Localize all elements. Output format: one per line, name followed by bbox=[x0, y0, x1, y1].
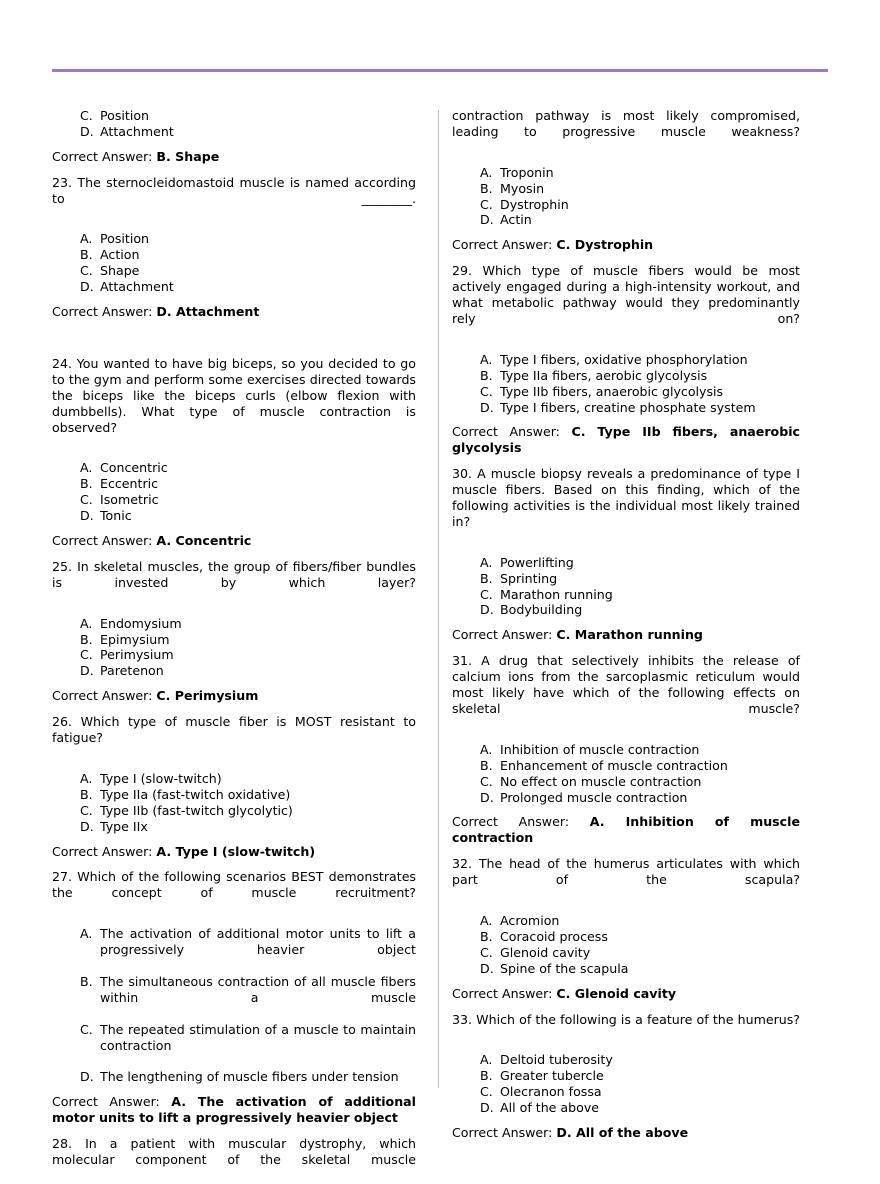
option-letter: C. bbox=[80, 263, 93, 279]
option-text: Enhancement of muscle contraction bbox=[500, 757, 728, 773]
option-letter: A. bbox=[80, 460, 93, 476]
option-letter: B. bbox=[480, 757, 493, 773]
answer-value: C. Marathon running bbox=[556, 627, 703, 643]
option-letter: A. bbox=[480, 554, 493, 570]
option-list-25 bbox=[52, 616, 416, 680]
option-letter: B. bbox=[480, 1068, 493, 1084]
option-list-26 bbox=[52, 771, 416, 835]
correct-answer-line-31 bbox=[452, 814, 800, 846]
option-text: Position bbox=[100, 231, 150, 247]
option-letter: A. bbox=[80, 926, 93, 942]
option-text: Bodybuilding bbox=[500, 602, 583, 618]
section-gap bbox=[52, 330, 416, 356]
list-item[interactable] bbox=[80, 974, 416, 1022]
correct-answer-line bbox=[52, 149, 416, 165]
option-list-23 bbox=[52, 231, 416, 295]
option-text: Coracoid process bbox=[500, 928, 608, 944]
option-text: The repeated stimulation of a muscle to maintain contraction bbox=[100, 1021, 416, 1053]
list-item[interactable] bbox=[480, 1052, 800, 1068]
option-letter: C. bbox=[80, 108, 93, 123]
answer-prefix: Correct Answer: bbox=[52, 843, 157, 859]
question-text-23: 23. The sternocleidomastoid muscle is named according to ________. bbox=[52, 174, 416, 206]
answer-value: A. Inhibition of muscle contraction bbox=[452, 814, 800, 846]
option-text: Tonic bbox=[100, 508, 132, 524]
option-letter: B. bbox=[80, 247, 93, 263]
list-item[interactable] bbox=[80, 647, 416, 663]
answer-value: C. Type IIb fibers, anaerobic glycolysis bbox=[452, 424, 800, 456]
list-item[interactable] bbox=[480, 197, 800, 213]
answer-value: C. Dystrophin bbox=[556, 237, 654, 253]
option-list-31 bbox=[452, 742, 800, 806]
option-text: Type IIa (fast-twitch oxidative) bbox=[100, 786, 291, 802]
list-item[interactable] bbox=[480, 368, 800, 384]
option-letter: A. bbox=[480, 912, 493, 928]
option-text: The lengthening of muscle fibers under tension bbox=[100, 1069, 399, 1085]
option-letter: B. bbox=[480, 180, 493, 196]
answer-value: C. Glenoid cavity bbox=[556, 985, 677, 1001]
list-item[interactable] bbox=[480, 165, 800, 181]
list-item[interactable] bbox=[80, 460, 416, 476]
list-item[interactable] bbox=[80, 1069, 416, 1085]
option-text: Endomysium bbox=[100, 615, 182, 631]
question-text-26: 26. Which type of muscle fiber is MOST resistant to fatigue? bbox=[52, 714, 416, 746]
question-text-24: 24. You wanted to have big biceps, so you decided to go to the gym and perform some exercises directed towards the biceps like the biceps curls (elbow flexion with dumbbells). What type of muscle contraction is observed? bbox=[52, 355, 416, 435]
option-text: The activation of additional motor units to lift a progressively heavier object bbox=[100, 926, 416, 958]
option-letter: B. bbox=[80, 973, 93, 989]
option-text: Olecranon fossa bbox=[500, 1084, 602, 1100]
correct-answer-line-30 bbox=[452, 627, 800, 643]
option-text: Type I fibers, oxidative phosphorylation bbox=[500, 351, 748, 367]
option-letter: C. bbox=[480, 383, 493, 399]
option-letter: A. bbox=[480, 164, 493, 180]
option-letter: C. bbox=[480, 586, 493, 602]
option-text: Position bbox=[100, 108, 150, 123]
option-letter: A. bbox=[480, 1052, 493, 1068]
answer-value: D. All of the above bbox=[556, 1124, 689, 1140]
question-text-33: 33. Which of the following is a feature of the humerus? bbox=[452, 1011, 800, 1027]
question-text-30: 30. A muscle biopsy reveals a predominance of type I muscle fibers. Based on this finding, which of the following activities is the individual most likely trained in? bbox=[452, 466, 800, 529]
option-letter: A. bbox=[80, 615, 93, 631]
option-text: Glenoid cavity bbox=[500, 944, 591, 960]
answer-prefix: Correct Answer: bbox=[452, 424, 572, 440]
option-text: Paretenon bbox=[100, 663, 164, 679]
option-letter: C. bbox=[80, 647, 93, 663]
option-text: Troponin bbox=[500, 164, 554, 180]
list-item[interactable] bbox=[480, 602, 800, 618]
list-item[interactable] bbox=[480, 181, 800, 197]
list-item[interactable] bbox=[480, 758, 800, 774]
option-list-32 bbox=[452, 913, 800, 977]
option-text: Inhibition of muscle contraction bbox=[500, 741, 700, 757]
option-text: Greater tubercle bbox=[500, 1068, 604, 1084]
option-text: Prolonged muscle contraction bbox=[500, 789, 688, 805]
option-letter: C. bbox=[480, 773, 493, 789]
option-text: Eccentric bbox=[100, 476, 159, 492]
option-text: Type IIb (fast-twitch glycolytic) bbox=[100, 802, 293, 818]
header-rule bbox=[52, 69, 828, 72]
list-item[interactable] bbox=[80, 108, 416, 124]
option-text: Type I (slow-twitch) bbox=[100, 770, 222, 786]
option-letter: D. bbox=[480, 789, 494, 805]
list-item[interactable] bbox=[480, 913, 800, 929]
option-letter: D. bbox=[480, 212, 494, 228]
correct-answer-line-23 bbox=[52, 304, 416, 320]
list-item[interactable] bbox=[80, 247, 416, 263]
list-item[interactable] bbox=[80, 663, 416, 679]
list-item[interactable] bbox=[480, 1100, 800, 1116]
answer-prefix: Correct Answer: bbox=[52, 688, 157, 704]
question-text-32: 32. The head of the humerus articulates with which part of the scapula? bbox=[452, 856, 800, 888]
option-list-30 bbox=[452, 555, 800, 619]
option-text: Spine of the scapula bbox=[500, 960, 629, 976]
answer-prefix: Correct Answer: bbox=[52, 304, 157, 320]
answer-prefix: Correct Answer: bbox=[452, 1124, 557, 1140]
list-item[interactable] bbox=[480, 1068, 800, 1084]
option-text: Shape bbox=[100, 263, 140, 279]
option-letter: D. bbox=[80, 818, 94, 834]
option-text: Marathon running bbox=[500, 586, 613, 602]
correct-answer-line-29 bbox=[452, 424, 800, 456]
option-text: Deltoid tuberosity bbox=[500, 1052, 613, 1068]
option-letter: B. bbox=[80, 631, 93, 647]
answer-value: C. Perimysium bbox=[156, 688, 259, 704]
option-letter: C. bbox=[80, 1021, 93, 1037]
list-item[interactable] bbox=[80, 492, 416, 508]
correct-answer-line-27 bbox=[52, 1094, 416, 1126]
option-text: Concentric bbox=[100, 460, 168, 476]
list-item[interactable] bbox=[480, 790, 800, 806]
answer-value: A. Concentric bbox=[156, 533, 252, 549]
answer-prefix: Correct Answer: bbox=[52, 533, 157, 549]
option-text: All of the above bbox=[500, 1100, 600, 1116]
option-text: Action bbox=[100, 247, 140, 263]
option-letter: D. bbox=[480, 399, 494, 415]
answer-value: D. Attachment bbox=[156, 304, 260, 320]
option-letter: D. bbox=[80, 279, 94, 295]
question-text-31: 31. A drug that selectively inhibits the release of calcium ions from the sarcoplasmic reticulum would most likely have which of the following effects on skeletal muscle? bbox=[452, 653, 800, 716]
option-letter: D. bbox=[80, 508, 94, 524]
option-text: Dystrophin bbox=[500, 196, 569, 212]
list-item[interactable] bbox=[80, 616, 416, 632]
answer-prefix: Correct Answer: bbox=[52, 148, 157, 164]
option-letter: B. bbox=[80, 476, 93, 492]
list-item[interactable] bbox=[480, 742, 800, 758]
list-item[interactable] bbox=[480, 929, 800, 945]
option-text: Isometric bbox=[100, 492, 159, 508]
option-text: Attachment bbox=[100, 123, 174, 139]
option-list-29 bbox=[452, 352, 800, 416]
correct-answer-line-25 bbox=[52, 688, 416, 704]
list-item[interactable] bbox=[80, 1022, 416, 1070]
answer-prefix: Correct Answer: bbox=[452, 237, 557, 253]
option-letter: B. bbox=[480, 928, 493, 944]
option-letter: A. bbox=[80, 770, 93, 786]
option-list-27 bbox=[52, 926, 416, 1085]
list-item[interactable] bbox=[80, 819, 416, 835]
two-column-body bbox=[52, 108, 828, 1167]
list-item[interactable] bbox=[480, 1084, 800, 1100]
option-text: Epimysium bbox=[100, 631, 170, 647]
answer-prefix: Correct Answer: bbox=[452, 985, 557, 1001]
answer-prefix: Correct Answer: bbox=[52, 1094, 172, 1110]
right-column bbox=[426, 108, 800, 1140]
option-letter: A. bbox=[480, 351, 493, 367]
correct-answer-line-24 bbox=[52, 533, 416, 549]
option-letter: C. bbox=[480, 196, 493, 212]
answer-value: A. Type I (slow-twitch) bbox=[156, 843, 316, 859]
option-text: Type I fibers, creatine phosphate system bbox=[500, 399, 756, 415]
option-text: Attachment bbox=[100, 279, 174, 295]
option-letter: C. bbox=[480, 944, 493, 960]
answer-prefix: Correct Answer: bbox=[452, 627, 557, 643]
list-item[interactable] bbox=[480, 384, 800, 400]
answer-value: A. The activation of additional motor units to lift a progressively heavier object bbox=[52, 1094, 416, 1126]
option-letter: A. bbox=[80, 231, 93, 247]
list-item[interactable] bbox=[480, 352, 800, 368]
list-item[interactable] bbox=[480, 587, 800, 603]
left-column bbox=[52, 108, 426, 1167]
list-item[interactable] bbox=[480, 945, 800, 961]
option-letter: D. bbox=[80, 1069, 94, 1085]
option-letter: D. bbox=[80, 123, 94, 139]
answer-prefix: Correct Answer: bbox=[452, 814, 590, 830]
option-text: Powerlifting bbox=[500, 554, 574, 570]
option-letter: C. bbox=[480, 1084, 493, 1100]
correct-answer-line-28 bbox=[452, 237, 800, 253]
option-text: No effect on muscle contraction bbox=[500, 773, 702, 789]
list-item[interactable] bbox=[480, 571, 800, 587]
question-text-29: 29. Which type of muscle fibers would be most actively engaged during a high-intensity workout, and what metabolic pathway would they predominantly rely on? bbox=[452, 263, 800, 326]
list-item[interactable] bbox=[80, 508, 416, 524]
option-text: Perimysium bbox=[100, 647, 174, 663]
answer-value: B. Shape bbox=[156, 148, 220, 164]
option-text: Acromion bbox=[500, 912, 560, 928]
question-text-27: 27. Which of the following scenarios BEST demonstrates the concept of muscle recruitment? bbox=[52, 869, 416, 901]
option-letter: B. bbox=[480, 570, 493, 586]
option-text: Type IIx bbox=[100, 818, 148, 834]
option-letter: C. bbox=[80, 492, 93, 508]
option-letter: D. bbox=[480, 602, 494, 618]
option-letter: D. bbox=[80, 663, 94, 679]
list-item[interactable] bbox=[80, 279, 416, 295]
carryover-option-list-right bbox=[452, 165, 800, 229]
list-item[interactable] bbox=[80, 124, 416, 140]
option-text: Type IIb fibers, anaerobic glycolysis bbox=[500, 383, 724, 399]
list-item[interactable] bbox=[480, 961, 800, 977]
option-text: Actin bbox=[500, 212, 532, 228]
list-item[interactable] bbox=[80, 263, 416, 279]
option-text: The simultaneous contraction of all muscle fibers within a muscle bbox=[100, 973, 416, 1005]
option-text: Sprinting bbox=[500, 570, 558, 586]
question-text-25: 25. In skeletal muscles, the group of fibers/fiber bundles is invested by which layer? bbox=[52, 558, 416, 590]
option-letter: B. bbox=[80, 786, 93, 802]
list-item[interactable] bbox=[80, 476, 416, 492]
option-letter: A. bbox=[480, 741, 493, 757]
list-item[interactable] bbox=[80, 787, 416, 803]
option-text: Type IIa fibers, aerobic glycolysis bbox=[500, 367, 708, 383]
list-item[interactable] bbox=[80, 926, 416, 974]
option-letter: D. bbox=[480, 960, 494, 976]
option-text: Myosin bbox=[500, 180, 545, 196]
option-letter: D. bbox=[480, 1100, 494, 1116]
list-item[interactable] bbox=[480, 400, 800, 416]
carryover-option-list-left bbox=[52, 108, 416, 140]
question-text-28-truncated: 28. In a patient with muscular dystrophy, which molecular component of the skeletal muscle bbox=[52, 1136, 416, 1167]
list-item[interactable] bbox=[80, 632, 416, 648]
carryover-question-text-28: contraction pathway is most likely compromised, leading to progressive muscle weakness? bbox=[452, 108, 800, 139]
correct-answer-line-32 bbox=[452, 986, 800, 1002]
option-list-24 bbox=[52, 460, 416, 524]
correct-answer-line-33 bbox=[452, 1125, 800, 1141]
option-list-33 bbox=[452, 1052, 800, 1116]
list-item[interactable] bbox=[80, 803, 416, 819]
list-item[interactable] bbox=[80, 231, 416, 247]
list-item[interactable] bbox=[480, 212, 800, 228]
list-item[interactable] bbox=[480, 555, 800, 571]
list-item[interactable] bbox=[480, 774, 800, 790]
option-letter: B. bbox=[480, 367, 493, 383]
list-item[interactable] bbox=[80, 771, 416, 787]
option-letter: C. bbox=[80, 802, 93, 818]
correct-answer-line-26 bbox=[52, 844, 416, 860]
